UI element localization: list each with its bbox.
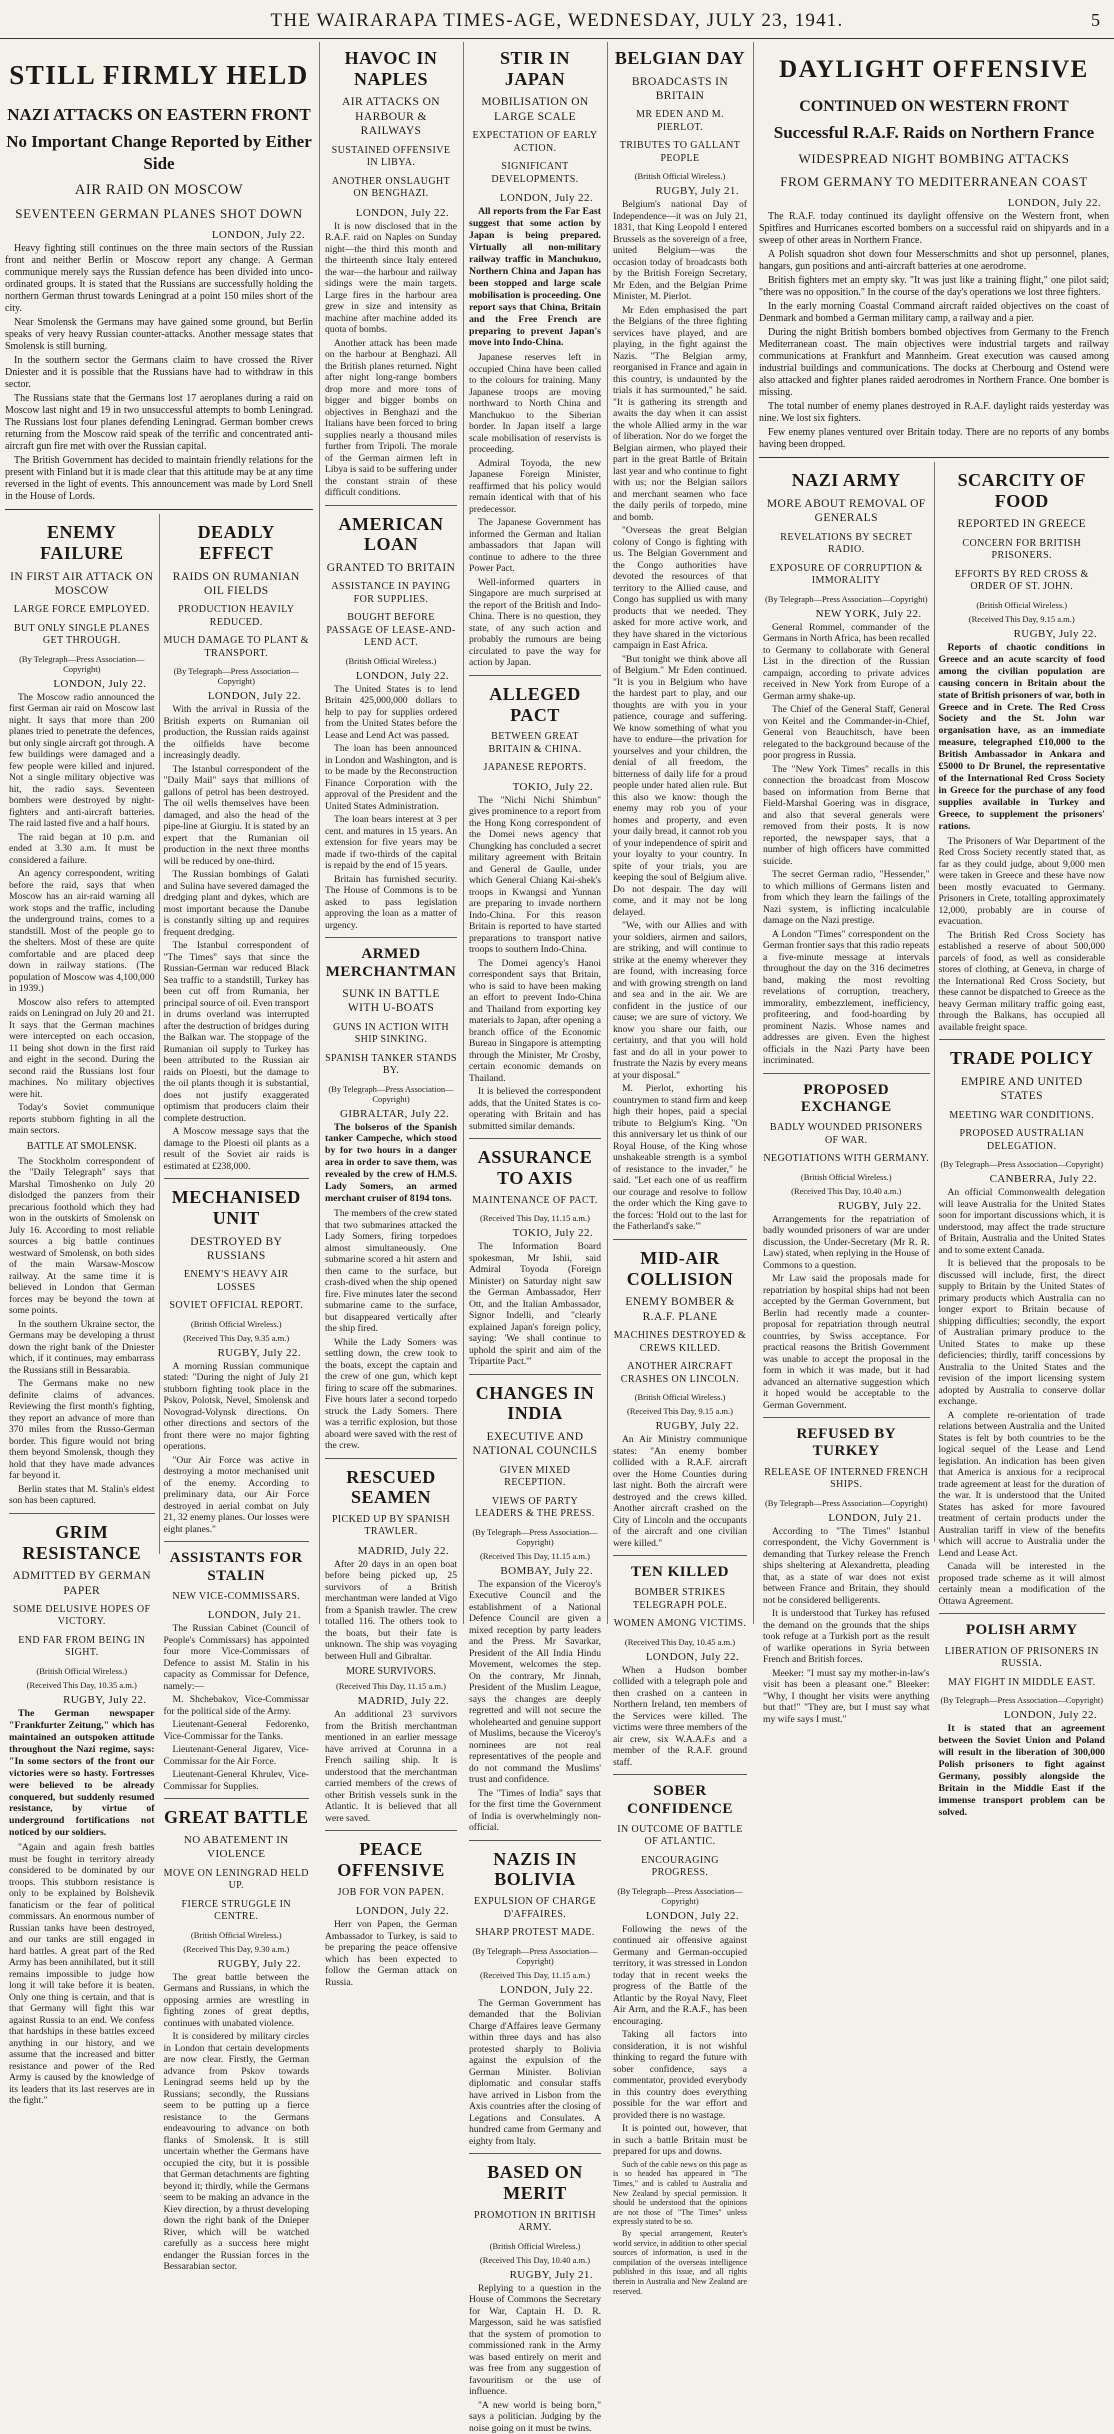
divider <box>939 1613 1106 1614</box>
paragraph: The German Government has demanded that the Bolivian Charge d'Affaires leave Germany within three days and has also protested sharply to Bolivia against the expulsion of the German Minister. Bolivian diplomatic and consular staffs have arrived in Lisbon from the Axis countries after the closing of Legations and Consulates. A hundred came from Germany and eighty from Italy. <box>469 1998 601 2148</box>
paragraph: Lieutenant-General Khrulev, Vice-Commissar for Supplies. <box>164 1769 310 1792</box>
dateline: RUGBY, July 22. <box>164 1958 302 1970</box>
two-column-block <box>759 462 1109 1542</box>
subhead-air-raid-moscow: AIR RAID ON MOSCOW <box>5 182 313 199</box>
subhead: BOMBER STRIKES TELEGRAPH POLE. <box>613 1587 747 1612</box>
divider <box>5 509 313 510</box>
copyright-note: Such of the cable news on this page as is so headed has appeared in "The Times," and is cabled to Australia and New Zealand by special permission. It should be understood that the opinions are not those of "The Times" unless expressly stated to be so. <box>613 2160 747 2227</box>
subhead: GUNS IN ACTION WITH SHIP SINKING. <box>325 1022 457 1047</box>
paragraph: Taking all factors into consideration, it is not wishful thinking to regard the future with sober confidence, says a commentator, provided everybody in this country does everything possible for the war effort and provided there is no wastage. <box>613 2029 747 2121</box>
dateline: MADRID, July 22. <box>325 1545 449 1557</box>
dateline: LONDON, July 22. <box>613 1651 739 1663</box>
headline: NAZI ARMY <box>763 470 930 491</box>
subhead: MAY FIGHT IN MIDDLE EAST. <box>939 1677 1106 1690</box>
masthead <box>0 0 1114 39</box>
two-column-block <box>5 514 313 1554</box>
subhead-seventeen-planes: SEVENTEEN GERMAN PLANES SHOT DOWN <box>5 206 313 222</box>
headline: RESCUED SEAMEN <box>325 1467 457 1508</box>
paragraph: In the southern sector the Germans claim to have crossed the River Dniester and it is possible that the Russians have had to withdraw in this sector. <box>5 355 313 391</box>
dateline: LONDON, July 21. <box>164 1609 302 1621</box>
subhead: NO ABATEMENT IN VIOLENCE <box>164 1834 310 1862</box>
paragraph: Moscow also refers to attempted raids on Leningrad on July 20 and 21. It says that the German machines were intercepted on each occasion, 11 being shot down in the first raid and eight in the second. During the second raid the Russians lost four machines. No military objectives were hit. <box>9 997 155 1101</box>
headline: HAVOC IN NAPLES <box>325 48 457 89</box>
paragraph: The bolseros of the Spanish tanker Campeche, which stood by for two hours in a danger area in order to save them, was revealed by the crew of H.M.S. Lady Somers, an armed merchant cruiser of 8194 tons. <box>325 1122 457 1206</box>
dateline: LONDON, July 22. <box>759 197 1101 209</box>
subhead: BETWEEN GREAT BRITAIN & CHINA. <box>469 731 601 756</box>
paragraph: The "New York Times" recalls in this connection the broadcast from Moscow based on information from Berne that Field-Marshal Goering was in disgrace, and also that several generals were removed from their posts. It is now reported, the newspaper says, that a number of high officers have committed suicide. <box>763 764 930 868</box>
wire-credit: (By Telegraph—Press Association—Copyright) <box>763 1498 930 1508</box>
subhead: GRANTED TO BRITAIN <box>325 561 457 575</box>
paragraph: After 20 days in an open boat before being picked up, 25 survivors of a British merchantman were landed at Vigo from a Spanish trawler. The crew totalled 116. The others took to the boats, but their fate is unknown. The ship was voyaging between Hull and Gibraltar. <box>325 1559 457 1663</box>
paragraph: "Again and again fresh battles must be fought in territory already considered to be dominated by our troops. This stubborn resistance is only to be explained by Bolshevik fanaticism or the fear of political commissars. An enormous number of Russian tanks have been destroyed, and our tanks are still engaged in hard battles. A great part of the Red Army has been annihilated, but it still remains impossible to judge how long it will take before it is beaten. Only one thing is certain, and that is that Germany will fight this war against Russia to an end. We confess that hardships in these battles exceed anything in our history, and we assume that the increased and bitter resistance and power of the Red Army is caused by the knowledge of its leaders that its last reserves are in the fight." <box>9 1842 155 2107</box>
paragraph: It is considered by military circles in London that certain developments are now clear. Firstly, the German advance from Pskov towards Leningrad seems held up by the Russians; secondly, the Russians seem to be putting up a fierce resistance to the Germans endeavouring to advance on both flanks of Smolensk. It is still uncertain whether the Germans have occupied the city, but it is possible that German detachments are fighting beyond it; thirdly, while the Germans seem to be making an advance in the Kiev direction, by a thrust developing down the right bank of the Dnieper River, which will be watched carefully as a success here might endanger the Russian forces in the Bessarabian sector. <box>164 2031 310 2273</box>
headline: PEACE OFFENSIVE <box>325 1839 457 1880</box>
paragraph: The R.A.F. today continued its daylight offensive on the Western front, when Spitfires and Hurricanes escorted bombers on a successful raid on shipyards and in a sweep of other areas in Northern France. <box>759 211 1109 247</box>
dateline: LONDON, July 22. <box>469 1984 593 1996</box>
dateline: RUGBY, July 22. <box>939 628 1098 640</box>
paragraph: The British Red Cross Society has established a reserve of about 500,000 parcels of food, as well as considerable stores of clothing, at Geneva, in charge of the International Red Cross Society, but these cannot be dispatched to Greece as the heavy German military traffic going east, through the Balkans, has occupied all available freight space. <box>939 930 1106 1034</box>
headline: ASSISTANTS FOR STALIN <box>164 1550 310 1585</box>
headline: SCARCITY OF FOOD <box>939 470 1106 511</box>
subhead: NEGOTIATIONS WITH GERMANY. <box>763 1153 930 1166</box>
dateline: LONDON, July 22. <box>939 1709 1098 1721</box>
subhead: SIGNIFICANT DEVELOPMENTS. <box>469 161 601 186</box>
paragraph: The Germans make no new definite claims of advances. Reviewing the first month's fighting, they report an advance of more than 370 miles from the Russo-German border. This figure would not bring them beyond Smolensk, though they hold that they have made advances far beyond it. <box>9 1378 155 1482</box>
subhead: EMPIRE AND UNITED STATES <box>939 1075 1106 1104</box>
headline: ALLEGED PACT <box>469 684 601 725</box>
wire-credit: (By Telegraph—Press Association—Copyright) <box>613 1886 747 1906</box>
subhead: ASSISTANCE IN PAYING FOR SUPPLIES. <box>325 581 457 606</box>
paragraph: It is stated that an agreement between the Soviet Union and Poland will result in the liberation of 300,000 Polish prisoners to fight against Germany, possibly alongside the Britain in the Middle East if the immense transport problem can be solved. <box>939 1723 1106 1819</box>
paragraph: It is believed that the proposals to be discussed will include, first, the direct supply to Britain by the United States of primary products which Australia can no longer export to Britain because of shipping difficulties; secondly, the export of Australian primary produce to the United States to make up these deficiencies; thirdly, tariff concessions by Australia to the United States and the revision of the import licensing system adopted by Australia to conserve dollar exchange. <box>939 1258 1106 1408</box>
article-scarcity-of-food <box>934 462 1110 1542</box>
paragraph: An official Commonwealth delegation will leave Australia for the United States soon for important discussions which, it is understood, may affect the trade structure of Britain, Australia and the United States and to some extent Canada. <box>939 1187 1106 1256</box>
paragraph: General Rommel, commander of the Germans in North Africa, has been recalled to Germany to collaborate with General List in the direction of the Russian campaign, according to private advices received in New York from Europe of a German army shake-up. <box>763 622 930 703</box>
dateline: RUGBY, July 21. <box>613 185 739 197</box>
wire-credit: (By Telegraph—Press Association—Copyright) <box>763 594 930 604</box>
paragraph: The loan has been announced in London and Washington, and is to be made by the Reconstruction Finance Corporation with the approval of the President and the United States Administration. <box>325 743 457 812</box>
subhead: SOME DELUSIVE HOPES OF VICTORY. <box>9 1604 155 1629</box>
divider <box>469 1138 601 1139</box>
paragraph: The raid began at 10 p.m. and ended at 3.30 a.m. It must be considered a failure. <box>9 832 155 867</box>
subhead: GIVEN MIXED RECEPTION. <box>469 1465 601 1490</box>
headline: BASED ON MERIT <box>469 2162 601 2203</box>
headline: CHANGES IN INDIA <box>469 1383 601 1424</box>
paragraph: "A new world is being born," says a politician. Judging by the noise going on it must be twins. <box>469 2400 601 2434</box>
headline: STIR IN JAPAN <box>469 48 601 89</box>
subhead: LIBERATION OF PRISONERS IN RUSSIA. <box>939 1646 1106 1671</box>
divider <box>613 1774 747 1775</box>
subhead: CONCERN FOR BRITISH PRISONERS. <box>939 538 1106 563</box>
paragraph: The Prisoners of War Department of the Red Cross Society recently stated that, as far as they could judge, about 9,000 men were taken in Greece and these have now been mostly evacuated to Germany. Prisoners in Crete, totalling approximately 12,000, probably are in course of evacuation. <box>939 836 1106 928</box>
subhead: MOBILISATION ON LARGE SCALE <box>469 95 601 124</box>
dateline: LONDON, July 22. <box>5 229 305 241</box>
paragraph: "Overseas the great Belgian colony of Congo is fighting with us. The Belgian Government and the Congo authorities have devoted the resources of that territory to the Allied cause, and Congo has supplied us with many products that we needed. They asked for more active work, and they have shared in the victorious campaign in East Africa. <box>613 525 747 652</box>
wire-credit: (British Official Wireless.) <box>469 2241 601 2251</box>
paragraph: Admiral Toyoda, the new Japanese Foreign Minister, reaffirmed that his policy would remain identical with that of his predecessor. <box>469 458 601 516</box>
paragraph: While the Lady Somers was settling down, the crew took to the boats, except the captain and the crew of one gun, which kept firing to scare off the submarines. Five hours later a second torpedo struck the Lady Somers. There was a terrific explosion, but those aboard were saved with the rest of the crew. <box>325 1337 457 1452</box>
wire-received: (Received This Day, 10.40 a.m.) <box>763 1186 930 1196</box>
subhead: BUT ONLY SINGLE PLANES GET THROUGH. <box>9 623 155 648</box>
paragraph: Herr von Papen, the German Ambassador to Turkey, is said to be preparing the peace offensive which has been expected to follow the German attack on Russia. <box>325 1919 457 1988</box>
paragraph: A Polish squadron shot down four Messerschmitts and shot up personnel, planes, hangars, gun positions and anti-aircraft batteries at one aerodrome. <box>759 249 1109 273</box>
divider <box>759 457 1109 458</box>
paragraph: Following the news of the continued air offensive against Germany and German-occupied territory, it was stressed in London today that in recent weeks the progress of the Battle of the Atlantic by the Royal Navy, Fleet Air Arm, and the R.A.F., has been encouraging. <box>613 1924 747 2028</box>
paragraph: A morning Russian communique stated: "During the night of July 21 stubborn fighting took place in the Pskov, Polotsk, Nevel, Smolensk and Novograd-Volynsk directions. On other directions and sectors of the front there were no major fighting operations. <box>164 1361 310 1453</box>
subhead: FROM GERMANY TO MEDITERRANEAN COAST <box>759 174 1109 190</box>
divider <box>763 1073 930 1074</box>
dateline: RUGBY, July 22. <box>613 1420 739 1432</box>
column-3 <box>320 40 462 1626</box>
dateline: MADRID, July 22. <box>325 1695 449 1707</box>
copyright-note: By special arrangement, Reuter's world service, in addition to other special sources of information, is used in the compilation of the overseas intelligence published in this issue, and all rights therein in Australia and New Zealand are reserved. <box>613 2229 747 2296</box>
subhead: IN OUTCOME OF BATTLE OF ATLANTIC. <box>613 1824 747 1849</box>
headline-daylight-offensive: DAYLIGHT OFFENSIVE <box>759 56 1109 84</box>
paragraph: A Moscow message says that the damage to the Ploesti oil plants as a result of the Soviet air raids is estimated at £238,000. <box>164 1126 310 1172</box>
wire-credit: (By Telegraph—Press Association—Copyright) <box>939 1159 1106 1169</box>
subhead: BOUGHT BEFORE PASSAGE OF LEASE-AND-LEND ACT. <box>325 612 457 650</box>
subhead: FIERCE STRUGGLE IN CENTRE. <box>164 1899 310 1924</box>
subhead: JAPANESE REPORTS. <box>469 762 601 775</box>
subhead: SUNK IN BATTLE WITH U-BOATS <box>325 987 457 1016</box>
paragraph: The great battle between the Germans and Russians, in which the opposing armies are wrestling in fighting zones of great depths, continues with unabated violence. <box>164 1972 310 2030</box>
subhead: MOVE ON LENINGRAD HELD UP. <box>164 1868 310 1893</box>
paragraph: British fighters met an empty sky. "It was just like a training flight," one pilot said; "there was no opposition." In the course of the day's operations we lost three fighters. <box>759 275 1109 299</box>
dateline: GIBRALTAR, July 22. <box>325 1108 449 1120</box>
paragraph: With the arrival in Russia of the British experts on Rumanian oil production, the Russian raids against the oilfields have become increasingly deadly. <box>164 704 310 762</box>
subhead: WOMEN AMONG VICTIMS. <box>613 1618 747 1631</box>
subhead: PICKED UP BY SPANISH TRAWLER. <box>325 1514 457 1539</box>
paragraph: M. Shchebakov, Vice-Commissar for the political side of the Army. <box>164 1694 310 1717</box>
wire-credit: (By Telegraph—Press Association—Copyright) <box>469 1946 601 1966</box>
paragraph: Lieutenant-General Fedorenko, Vice-Commissar for the Tanks. <box>164 1719 310 1742</box>
wire-credit: (By Telegraph—Press Association—Copyright) <box>9 654 155 674</box>
paragraph: The "Times of India" says that for the first time the Government of India is overwhelmingly non-official. <box>469 1788 601 1834</box>
subhead: MEETING WAR CONDITIONS. <box>939 1110 1106 1123</box>
wire-received: (Received This Day, 11.15 a.m.) <box>469 1551 601 1561</box>
paragraph: The Domei agency's Hanoi correspondent says that Britain, who is said to have been making an effort to prevent Indo-China and Thailand from exporting key materials to Japan, after opening a branch office of the Economic Bureau in Singapore is attempting through the Minister, Mr Crosby, certain economic demands on Thailand. <box>469 958 601 1085</box>
paragraph: Japanese reserves left in occupied China have been called to the colours for training. Many Japanese troops are moving northward to North China and Manchukuo to the Siberian border. In Japan itself a large scale mobilisation of reservists is proceeding. <box>469 352 601 456</box>
wire-received: (Received This Day, 11.15 a.m.) <box>469 1213 601 1223</box>
divider <box>939 1039 1106 1040</box>
subhead: ANOTHER AIRCRAFT CRASHES ON LINCOLN. <box>613 1361 747 1386</box>
paragraph: It is now disclosed that in the R.A.F. raid on Naples on Sunday night—the third this month and the thirteenth since Italy entered the war—the harbour and railway sidings were the main targets. Large fires in the harbour area grew in size and intensity as machine after machine added its quota of bombs. <box>325 221 457 336</box>
paragraph: The Russian Cabinet (Council of People's Commissars) has appointed four more Vice-Commissars of Defence to assist M. Stalin in his capacity as Commissar for Defence, namely:— <box>164 1623 310 1692</box>
subhead: ENEMY BOMBER & R.A.F. PLANE <box>613 1295 747 1324</box>
article-deadly-effect <box>159 514 314 1554</box>
dateline: LONDON, July 22. <box>164 690 302 702</box>
paragraph: The total number of enemy planes destroyed in R.A.F. daylight raids yesterday was nine. We lost six fighters. <box>759 401 1109 425</box>
subhead: NEW VICE-COMMISSARS. <box>164 1591 310 1604</box>
subhead: MR EDEN AND M. PIERLOT. <box>613 109 747 134</box>
headline: NAZIS IN BOLIVIA <box>469 1849 601 1890</box>
subhead: MAINTENANCE OF PACT. <box>469 1195 601 1208</box>
wire-credit: (By Telegraph—Press Association—Copyright) <box>325 1084 457 1104</box>
wire-received: (Received This Day, 9.35 a.m.) <box>164 1333 310 1343</box>
divider <box>325 1458 457 1459</box>
wire-credit: (British Official Wireless.) <box>763 1172 930 1182</box>
headline: TRADE POLICY <box>939 1048 1106 1069</box>
dateline: LONDON, July 22. <box>325 670 449 682</box>
paragraph: A complete re-orientation of trade relations between Australia and the United States is felt by both countries to be the logical sequel of the Lease and Lend legislation. An indication has been given that America is anxious for a reciprocal trade agreement at least for the duration of the war. It is understood that the United States has asked for more favoured treatment of certain products under the Australian tariff in view of the benefits which will accrue to Australia under the Lend and Lease Act. <box>939 1410 1106 1560</box>
divider <box>469 1374 601 1375</box>
paragraph: The United States is to lend Britain 425,000,000 dollars to help to pay for supplies ordered from the United States before the Lease and Lend Act was passed. <box>325 684 457 742</box>
divider <box>325 505 457 506</box>
dateline: LONDON, July 22. <box>325 1905 449 1917</box>
paragraph: The members of the crew stated that two submarines attacked the Lady Somers, firing torpedoes almost simultaneously. One submarine scored a hit astern and then came to the surface, but crash-dived when the ship opened fire. Five minutes later the second submarine came to the surface, but disappeared vertically after the ship fired. <box>325 1208 457 1335</box>
paragraph: The Russians state that the Germans lost 17 aeroplanes during a raid on Moscow last night and 19 in two unsuccessful attempts to bomb Leningrad. The Russians lost four planes defending Leningrad. German bomber crews returning from the Moscow raid speak of the terrific and concentrated anti-aircraft gun fire met with over the Russian capital. <box>5 393 313 453</box>
subhead: MACHINES DESTROYED & CREWS KILLED. <box>613 1330 747 1355</box>
paragraph: M. Pierlot, exhorting his countrymen to stand firm and keep high their hopes, paid a special tribute to Belgium's King. "On this anniversary let us think of our Royal House, of the King whose unshakeable strength is a symbol of resistance to the invader," he said. "Let each one of us reaffirm our courage and resolve to follow the order which the King gave to the forces: 'Hold out to the last for the Fatherland's sake.'" <box>613 1083 747 1233</box>
dateline: TOKIO, July 22. <box>469 1227 593 1239</box>
paragraph: A London "Times" correspondent on the German frontier says that this radio repeats a five-minute message at intervals throughout the day on the 316 decimetres band, making the most revolting revelations of corruption, treachery, immorality, embezzlement, inefficiency, profiteering, and food-hoarding by prominent Nazis. Whose names and addresses are given. Even the highest officials in the Nazi Party have been incriminated. <box>763 929 930 1067</box>
dateline: RUGBY, July 22. <box>9 1694 147 1706</box>
section-subhead: BATTLE AT SMOLENSK. <box>9 1141 155 1152</box>
subhead: EXPECTATION OF EARLY ACTION. <box>469 130 601 155</box>
column-4 <box>464 40 606 1626</box>
wire-received: (Received This Day, 9.30 a.m.) <box>164 1944 310 1954</box>
paragraph: Meeker: "I must say my mother-in-law's visit has been a pleasant one." Bleeker: "Why, I thought her visits were anything but that!" "They are, but I must say what my wife says I must." <box>763 1668 930 1726</box>
subhead: PRODUCTION HEAVILY REDUCED. <box>164 604 310 629</box>
paragraph: "Our Air Force was active in destroying a motor mechanised unit of the enemy. According to preliminary data, our Air Force destroyed in aerial combat on July 21, 32 enemy planes. Our losses were eight planes." <box>164 1455 310 1536</box>
paragraph: Mr Law said the proposals made for repatriation by hospital ships had not been accepted by the German Government, but Berlin had recently made a counter-proposal for repatriation through neutral countries, by Swiss acceptance. For practical reasons the British Government was unable to accept the proposal in the form in which it was made, but it had advanced an alternative suggestion which it hoped would be acceptable to the German Government. <box>763 1273 930 1411</box>
wire-credit: (British Official Wireless.) <box>9 1666 155 1676</box>
page-number: 5 <box>1091 10 1100 31</box>
paragraph: The "Nichi Nichi Shimbun" gives prominence to a report from the Hong Kong correspondent of the Domei news agency that Chungking has concluded a secret military agreement with Britain and General de Gaulle, under which General Chiang Kai-shek's troops in Kwangsi and Yunnan are preparing to invade northern Indo-China. For this reason Britain is reported to have started preparations to transport native troops to southern Indo-China. <box>469 795 601 956</box>
subhead: AIR ATTACKS ON HARBOUR & RAILWAYS <box>325 95 457 138</box>
headline: BELGIAN DAY <box>613 48 747 69</box>
paragraph: The Istanbul correspondent of the "Daily Mail" says that millions of gallons of petrol has been destroyed. The oil wells themselves have been damaged, and also the head of the pipe-line at Giurgiu. It is stated by an expert that the Rumanian oil production in the next three months will be reduced by one-third. <box>164 764 310 868</box>
subhead: BROADCASTS IN BRITAIN <box>613 75 747 104</box>
paragraph: It is pointed out, however, that in such a battle Britain must be prepared for ups and downs. <box>613 2123 747 2158</box>
subhead: DESTROYED BY RUSSIANS <box>164 1235 310 1264</box>
subhead: WIDESPREAD NIGHT BOMBING ATTACKS <box>759 151 1109 167</box>
dateline: LONDON, July 22. <box>325 207 449 219</box>
subhead: IN FIRST AIR ATTACK ON MOSCOW <box>9 570 155 599</box>
paragraph: The Chief of the General Staff, General von Keitel and the Commander-in-Chief, General von Brauchitsch, have been relegated to the background because of the poor progress in Russia. <box>763 704 930 762</box>
subhead: ANOTHER ONSLAUGHT ON BENGHAZI. <box>325 176 457 201</box>
subhead: LARGE FORCE EMPLOYED. <box>9 604 155 617</box>
dateline: CANBERRA, July 22. <box>939 1173 1098 1185</box>
divider <box>613 1239 747 1240</box>
headline: GREAT BATTLE <box>164 1807 310 1828</box>
paragraph: In the early morning Coastal Command aircraft raided objectives on the coast of Denmark and bombed a German military camp, a railway and a pier. <box>759 301 1109 325</box>
subhead: Successful R.A.F. Raids on Northern France <box>759 122 1109 144</box>
article-enemy-failure <box>5 514 159 1554</box>
dateline: LONDON, July 21. <box>763 1512 922 1524</box>
paragraph: The Moscow radio announced the first German air raid on Moscow last night. It says that more than 200 planes tried to penetrate the defences, but only single aircraft got through. A few buildings were damaged and a few people were killed and injured. Not a single military objective was hit, the radio says. Seventeen bombers were destroyed by night-fighters and anti-aircraft batteries. The raid lasted five and a half hours. <box>9 692 155 830</box>
paragraph: During the night British bombers bombed objectives from Germany to the French Mediterranean coast. The main objectives were industrial targets and railway communications at Frankfurt and Mannheim. Great execution was caused among industrial buildings and communications. The docks at Cherbourg and Ostend were also attacked and fighter planes raided aerodromes in Northern France. One bomber is missing. <box>759 327 1109 399</box>
paragraph: The secret German radio, "Hessender," to which millions of Germans listen and from which they learn the failings of the Nazi system, is inflicting incalculable damage on the Nazi prestige. <box>763 869 930 927</box>
wire-credit: (British Official Wireless.) <box>613 171 747 181</box>
paragraph: Near Smolensk the Germans may have gained some ground, but Berlin speaks of very heavy Russian counter-attacks. Another message states that Smolensk is still burning. <box>5 317 313 353</box>
paragraph: Berlin states that M. Stalin's eldest son has been captured. <box>9 1484 155 1507</box>
paragraph: An Air Ministry communique states: "An enemy bomber collided with a R.A.F. aircraft over the Home Counties during last night. Both the aircraft were destroyed and the crews killed. Another aircraft crashed on the City of Lincoln and the occupants of the aircraft and one civilian were killed." <box>613 1434 747 1549</box>
daylight-offensive-column <box>754 40 1114 1626</box>
divider <box>164 1178 310 1179</box>
lead-story-body <box>5 243 313 503</box>
paragraph: Today's Soviet communique reports stubborn fighting in all the main sectors. <box>9 1102 155 1137</box>
divider <box>469 2153 601 2154</box>
divider <box>469 675 601 676</box>
subhead: SUSTAINED OFFENSIVE IN LIBYA. <box>325 145 457 170</box>
divider <box>325 937 457 938</box>
wire-received: (Received This Day, 10.40 a.m.) <box>469 2255 601 2265</box>
subhead: END FAR FROM BEING IN SIGHT. <box>9 1635 155 1660</box>
subhead: RELEASE OF INTERNED FRENCH SHIPS. <box>763 1467 930 1492</box>
wire-credit: (British Official Wireless.) <box>613 1392 747 1402</box>
subhead: ADMITTED BY GERMAN PAPER <box>9 1569 155 1598</box>
divider <box>164 1541 310 1542</box>
subhead-nazi-attacks: NAZI ATTACKS ON EASTERN FRONT <box>5 105 313 125</box>
paragraph: "We, with our Allies and with your soldiers, airmen and sailors, are striking, and will continue to strike at the enemy wherever they are found, with increasing force and with growing strength on land and sea and in the air. We are confident in the justice of our cause; we are sure of victory. We know you share our faith, our certainty, and that you will hold fast and do all in your power to frustrate the Nazis by every means at your disposal." <box>613 920 747 1081</box>
subhead: JOB FOR VON PAPEN. <box>325 1887 457 1900</box>
wire-credit: (British Official Wireless.) <box>325 656 457 666</box>
paragraph: Belgium's national Day of Independence—it was on July 21, 1831, that King Leopold I entered Brussels as the sovereign of a free, united Belgium—was the occasion today of broadcasts both by the British Foreign Secretary, Mr Eden, and the Belgian Prime Minister, M. Pierlot. <box>613 199 747 303</box>
paragraph: According to "The Times" Istanbul correspondent, the Vichy Government is demanding that Turkey release the French ships sheltering at Alexandretta, pleading that, as a state of war does not exist between France and Britain, they should not be considered belligerents. <box>763 1526 930 1607</box>
subhead: RAIDS ON RUMANIAN OIL FIELDS <box>164 570 310 599</box>
divider <box>469 1840 601 1841</box>
paragraph: All reports from the Far East suggest that some action by Japan is being prepared. Virtually all non-military railway traffic in Manchukuo, Northern China and Japan has been stopped and large scale mobilisation is proceeding. One report says that China, Britain and the Free French are preparing to prevent Japan's move into Indo-China. <box>469 206 601 349</box>
headline: MID-AIR COLLISION <box>613 1248 747 1289</box>
paragraph: The British Government has decided to maintain friendly relations for the present with Finland but it is made clear that this attitude may be at any time reversed in the light of events. This announcement was made by Lord Snell in the House of Lords. <box>5 455 313 503</box>
wire-credit: (By Telegraph—Press Association—Copyright) <box>469 1527 601 1547</box>
dateline: TOKIO, July 22. <box>469 781 593 793</box>
wire-received: (Received This Day, 9.15 a.m.) <box>939 614 1106 624</box>
wire-credit: (By Telegraph—Press Association—Copyright) <box>939 1695 1106 1705</box>
wire-received: (Received This Day, 10.35 a.m.) <box>9 1680 155 1690</box>
headline: GRIM RESISTANCE <box>9 1522 155 1563</box>
wire-credit: (British Official Wireless.) <box>164 1930 310 1940</box>
paragraph: It is believed the correspondent adds, that the United States is co-operating with Britain and has submitted similar demands. <box>469 1086 601 1132</box>
subhead: EXPULSION OF CHARGE D'AFFAIRES. <box>469 1896 601 1921</box>
headline: REFUSED BY TURKEY <box>763 1426 930 1461</box>
headline: AMERICAN LOAN <box>325 514 457 555</box>
paragraph: An agency correspondent, writing before the raid, says that when Moscow has an air-raid warning all work stops and the traffic, including the underground trains, comes to a standstill. Most of the people go to the shelters. Most of these are quite comfortable and are placed deep down in railway stations. (The population of Moscow was 4,100,000 in 1939.) <box>9 868 155 995</box>
paragraph: The Japanese Government has informed the German and Italian ambassadors that Japan will continue to adhere to the three Power Pact. <box>469 517 601 575</box>
subhead: SOVIET OFFICIAL REPORT. <box>164 1300 310 1313</box>
wire-credit: (British Official Wireless.) <box>939 600 1106 610</box>
subhead: SPANISH TANKER STANDS BY. <box>325 1053 457 1078</box>
divider <box>763 1417 930 1418</box>
divider <box>164 1798 310 1799</box>
paragraph: The Russian bombings of Galati and Sulina have severed damaged the dredging plant and dykes, which are most important because the Danube is constantly silting up and requires frequent dredging. <box>164 869 310 938</box>
paragraph: Replying to a question in the House of Commons the Secretary for War, Captain H. D. R. Margesson, said he was satisfied that the system of promotion to commissioned rank in the Army was based entirely on merit and was free from any suggestion of favouritism or the use of influence. <box>469 2283 601 2398</box>
paragraph: Reports of chaotic conditions in Greece and an acute scarcity of food among the civilian population are causing concern in Britain about the state of British prisoners of war, both in Greece and in Crete. The Red Cross Society and the St. John war organisation have, as an immediate measure, telegraphed £10,000 to the British Ambassador in Ankara and £5000 to Dr Brunel, the representative of the International Red Cross Society in Greece for the purchase of any food supplies available in Turkey and Greece, to supplement the prisoners' rations. <box>939 642 1106 833</box>
subhead: REVELATIONS BY SECRET RADIO. <box>763 532 930 557</box>
headline: TEN KILLED <box>613 1564 747 1581</box>
paragraph: Another attack has been made on the harbour at Benghazi. All the British planes returned. Night after night long-range bombers drop more and more tons of bigger and bigger bombs on objectives in Benghazi and the Italians have been forced to bring supplies nearly a thousand miles further from Tripoli. The morale of the German airmen left in Libya is said to be suffering under the constant strain of these difficult conditions. <box>325 338 457 499</box>
paragraph: Lieutenant-General Jigarev, Vice-Commissar for the Air Force. <box>164 1744 310 1767</box>
dateline: RUGBY, July 21. <box>469 2269 593 2281</box>
wire-credit: (British Official Wireless.) <box>164 1319 310 1329</box>
dateline: RUGBY, July 22. <box>763 1200 922 1212</box>
subhead: MUCH DAMAGE TO PLANT & TRANSPORT. <box>164 635 310 660</box>
paragraph: The Information Board spokesman, Mr Ishii, said Admiral Toyoda (Foreign Minister) on Saturday night saw the German Ambassador, Herr Ott, and the Italian Ambassador, Signor Indelli, and "clearly explained Japan's foreign policy, saying: 'We shall continue to uphold the spirit and aim of the Tripartite Pact.'" <box>469 1241 601 1368</box>
subhead-no-change: No Important Change Reported by Either Side <box>5 131 313 175</box>
paragraph: Arrangements for the repatriation of badly wounded prisoners of war are under discussion, the Under-Secretary (Mr R. R. Law) stated, when replying in the House of Commons to a question. <box>763 1214 930 1272</box>
paragraph: The Istanbul correspondent of "The Times" says that since the Russian-German war reduced Black Sea traffic to a standstill, Turkey has been cut off from Rumania, her principal source of oil. Even transport in drums overland was interrupted after the destruction of bridges during the Balkan war. The stoppage of the Rumanian oil supply to Turkey has been attributed to the Russian air raids on Ploesti, but the damage to the oil plants though it is substantial, does not justify exaggerated optimism that producers claim their complete destruction. <box>164 940 310 1124</box>
subhead: PROPOSED AUSTRALIAN DELEGATION. <box>939 1128 1106 1153</box>
headline: PROPOSED EXCHANGE <box>763 1082 930 1117</box>
headline: MECHANISED UNIT <box>164 1187 310 1228</box>
wire-received: (Received This Day, 11.15 a.m.) <box>469 1970 601 1980</box>
subhead: CONTINUED ON WESTERN FRONT <box>759 98 1109 116</box>
paragraph: Well-informed quarters in Singapore are much surprised at the report of the British and Indo-China. There is no question, they state, of any such action and probably the rumours are being circulated to pave the way for action by Japan. <box>469 577 601 669</box>
divider <box>325 1830 457 1831</box>
headline: ARMED MERCHANTMAN <box>325 946 457 981</box>
paragraph: It is understood that Turkey has refused the demand on the grounds that the ships took refuge at a Turkish port as the result of warlike operations in Syria between French and British forces. <box>763 1608 930 1666</box>
article-nazi-army <box>759 462 934 1542</box>
paragraph: When a Hudson bomber collided with a telegraph pole and then crashed on a canteen in Northern Ireland, ten members of the Services were killed. The victims were three members of the air crew, six W.A.A.F.s and a member of the R.A.F. ground staff. <box>613 1665 747 1769</box>
dateline: LONDON, July 22. <box>9 678 147 690</box>
paragraph: Britain has furnished security. The House of Commons is to be asked to pass legislation approving the loan as a matter of urgency. <box>325 874 457 932</box>
subhead: EFFORTS BY RED CROSS & ORDER OF ST. JOHN. <box>939 569 1106 594</box>
paragraph: "But tonight we think above all of Belgium." Mr Eden continued. "It is you in Belgium who have the hardest part to play, and our thoughts are with you in your patience, courage and suffering. We know something of what you have to endure—the privation for yourselves and your children, the denial of all freedom, the bitterness of daily life for a proud people under hated alien rule. But this also we know: though the enemy may rob you of your homes and property, and even your daily bread, it cannot rob you of your independence of spirit and your loyalty to your country. In spite of your trials, you are keeping the soul of Belgium alive. Do not despair. The day will come, and it may not be long delayed. <box>613 654 747 919</box>
headline: POLISH ARMY <box>939 1622 1106 1639</box>
subhead: ENEMY'S HEAVY AIR LOSSES <box>164 1269 310 1294</box>
subhead: MORE ABOUT REMOVAL OF GENERALS <box>763 497 930 526</box>
headline-still-firmly-held: STILL FIRMLY HELD <box>5 60 313 91</box>
headline: SOBER CONFIDENCE <box>613 1783 747 1818</box>
dateline: LONDON, July 22. <box>469 192 593 204</box>
column-5 <box>608 40 752 1626</box>
wire-received: (Received This Day, 9.15 a.m.) <box>613 1406 747 1416</box>
wire-credit: (By Telegraph—Press Association—Copyright) <box>164 666 310 686</box>
subhead: BADLY WOUNDED PRISONERS OF WAR. <box>763 1122 930 1147</box>
headline: DEADLY EFFECT <box>164 522 310 563</box>
paragraph: In the southern Ukraine sector, the Germans may be developing a thrust down the right bank of the Dniester which, if it continues, may embarrass the Russians still in Bessarabia. <box>9 1319 155 1377</box>
subhead: EXPOSURE OF CORRUPTION & IMMORALITY <box>763 563 930 588</box>
subhead: REPORTED IN GREECE <box>939 517 1106 531</box>
paragraph: The loan bears interest at 3 per cent. and matures in 15 years. An extension for five years may be made if two-thirds of the capital is repaid by the end of 15 years. <box>325 814 457 872</box>
headline: ENEMY FAILURE <box>9 522 155 563</box>
subhead: EXECUTIVE AND NATIONAL COUNCILS <box>469 1430 601 1459</box>
headline: ASSURANCE TO AXIS <box>469 1147 601 1188</box>
dateline: NEW YORK, July 22. <box>763 608 922 620</box>
divider <box>613 1555 747 1556</box>
paragraph: Heavy fighting still continues on the three main sectors of the Russian front and neither Berlin or Moscow report any change. A German communique merely says the Russian defence has been divided into unco-ordinated groups. It is stated that the Russians are successfully holding the northern German thrust towards Leningrad at a point 150 miles short of the city. <box>5 243 313 315</box>
paragraph: The expansion of the Viceroy's Executive Council and the establishment of a National Defence Council are given a mixed reception by party leaders and the Press. Mr Savarkar, President of the All India Hindu Movement, welcomes the step. On the contrary, Mr Jinnah, President of the Muslim League, says the changes are deeply regretted and will not secure the wholehearted and genuine support of Muslims, because the Viceroy's nominees are not real representatives of the people and do not command the Muslims' trust and confidence. <box>469 1579 601 1786</box>
paragraph: The German newspaper "Frankfurter Zeitung," which has maintained an outspoken attitude throughout the Nazi regime, says: "In some sectors of the front our victories were so hasty. Fortresses were believed to be already conquered, but suddenly resumed resistance, by virtue of underground fortifications not noticed by our soldiers. <box>9 1708 155 1839</box>
subhead: ENCOURAGING PROGRESS. <box>613 1855 747 1880</box>
newspaper-title: THE WAIRARAPA TIMES-AGE, WEDNESDAY, JULY 23, 1941. <box>0 10 1114 32</box>
dateline: BOMBAY, July 22. <box>469 1565 593 1577</box>
divider <box>9 1513 155 1514</box>
paragraph: Few enemy planes ventured over Britain today. There are no reports of any bombs having been dropped. <box>759 427 1109 451</box>
paragraph: The Stockholm correspondent of the "Daily Telegraph" says that Marshal Timoshenko on July 20 dislodged the panzers from their precarious foothold which they had won in the outskirts of Smolensk on July 16. According to most reliable sources a big battle continues westward of Smolensk, on both sides of the main Warsaw-Moscow railway. At the same time it is believed in London that German forces may be beyond the town at some points. <box>9 1156 155 1317</box>
lead-story-column <box>0 40 318 1626</box>
dateline: RUGBY, July 22. <box>164 1347 302 1359</box>
paragraph: Canada will be interested in the proposed trade scheme as it will almost certainly mean a modification of the Ottawa Agreement. <box>939 1561 1106 1607</box>
paragraph: An additional 23 survivors from the British merchantman mentioned in an earlier message have arrived at Corunna in a French sailing ship. It is understood that the merchantman carried members of the crews of other British vessels sunk in the Atlantic. It is believed that all were saved. <box>325 1709 457 1824</box>
paragraph: Mr Eden emphasised the part the Belgians of the three fighting services have played, and are playing, in the fight against the Nazis. "The Belgian army, reorganised in France and again in this country, is undaunted by the trials it has surmounted," he said. "It is gathering its strength and awaits the day when it can assist the whole Allied army in the war of liberation. Nor do we forget the Belgian airmen, who played their part in the great Battle of Britain last year and who continue to fight with us; nor the Belgian sailors and merchant seamen who face the daily perils of torpedo, mine and bomb. <box>613 305 747 524</box>
subhead: TRIBUTES TO GALLANT PEOPLE <box>613 140 747 165</box>
section-subhead: MORE SURVIVORS. <box>325 1666 457 1677</box>
wire-received: (Received This Day, 10.45 a.m.) <box>613 1637 747 1647</box>
subhead: PROMOTION IN BRITISH ARMY. <box>469 2210 601 2235</box>
subhead: SHARP PROTEST MADE. <box>469 1927 601 1940</box>
subhead: VIEWS OF PARTY LEADERS & THE PRESS. <box>469 1496 601 1521</box>
wire-received: (Received This Day, 11.15 a.m.) <box>325 1681 457 1691</box>
dateline: LONDON, July 22. <box>613 1910 739 1922</box>
